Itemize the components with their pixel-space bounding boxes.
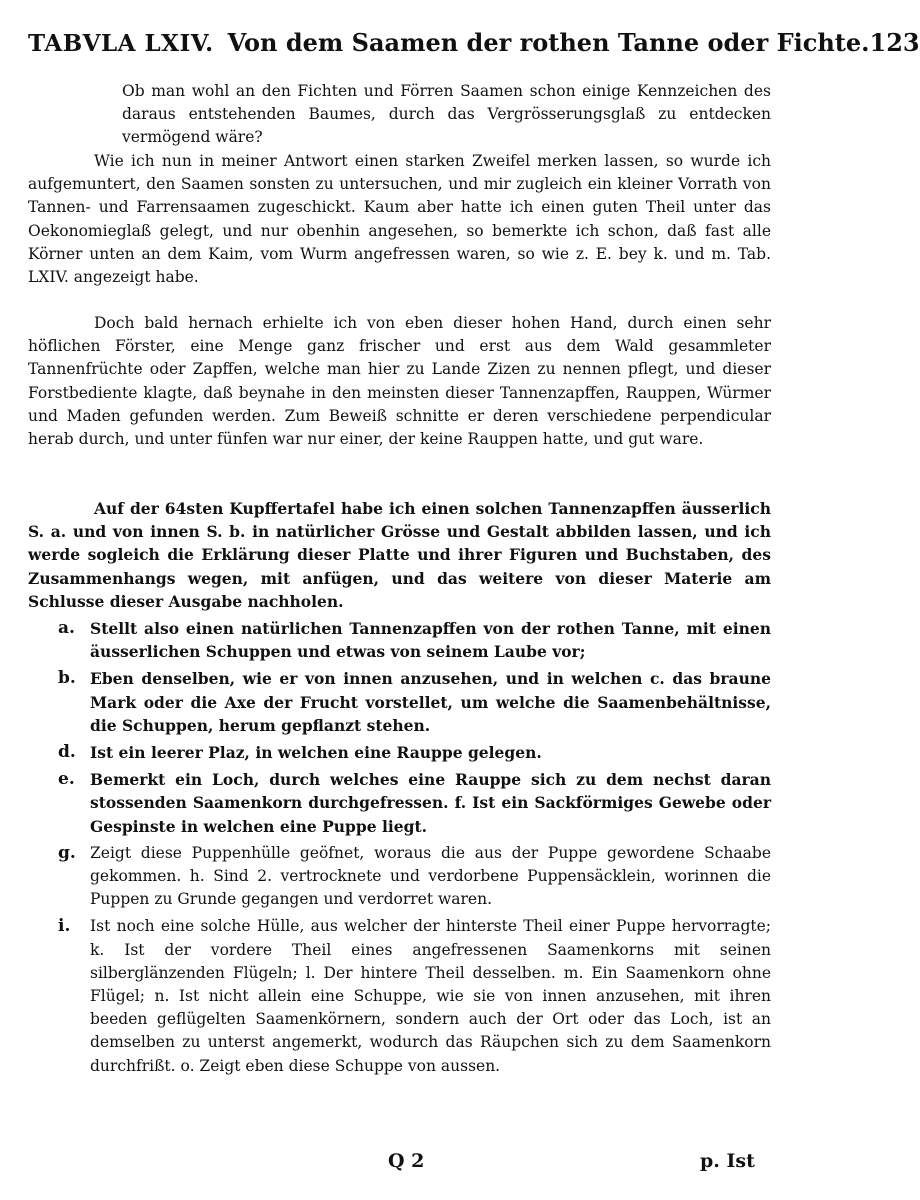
list-item-i (58, 915, 771, 1077)
item-key: e. (58, 769, 75, 790)
list-item-g (58, 842, 771, 912)
body-paragraph-2: Doch bald hernach erhielte ich von eben dieser hohen Hand, durch einen sehr höflichen Förster, eine Menge ganz frischer und erst aus dem Wald gesammleter Tannenfrüchte oder Zapffen, welche man hier zu Lande Zizen zu nennen pflegt, und dieser Forstbediente klagte, daß beynahe in den meinsten dieser Tannenzapffen, Rauppen, Würmer und Maden gefunden werden. Zum Beweiß schnitte er deren verschiedene perpendicular herab durch, und unter fünfen war nur einer, der keine Rauppen hatte, und gut ware. (28, 314, 771, 449)
page-number: 123 (869, 28, 920, 57)
body-paragraph-3: Auf der 64sten Kupffertafel habe ich einen solchen Tannenzapffen äusserlich S. a. und von innen S. b. in natürlicher Grösse und Gestalt abbilden lassen, und ich werde sogleich die Erklärung dieser Platte und ihrer Figuren und Buchstaben, des Zusammenhangs wegen, mit anfügen, und das weitere von dieser Materie am Schlusse dieser Ausgabe nachholen. (28, 499, 771, 611)
item-text: Ist noch eine solche Hülle, aus welcher der hinterste Theil einer Puppe hervorragte; k. Ist der vordere Theil eines angefressenen Saamenkorns mit seinen silberglänzenden Flügeln; l. Der hintere Theil desselben. m. Ein Saamenkorn ohne Flügel; n. Ist nicht allein eine Schuppe, wie sie von innen anzusehen, mit ihren beeden geflügelten Saamenkörnern, sondern auch der Ort oder das Loch, ist an demselben zu unterst angemerkt, wodurch das Räupchen sich zu dem Saamenkorn durchfrißt. o. Zeigt eben diese Schuppe von aussen. (90, 917, 771, 1075)
item-text: Ist ein leerer Plaz, in welchen eine Rauppe gelegen. (90, 743, 542, 763)
list-item-b (58, 667, 771, 737)
item-text: Eben denselben, wie er von innen anzusehen, und in welchen c. das braune Mark oder die Axe der Frucht vorstellet, um welche die Saamenbehältnisse, die Schuppen, herum gepflanzt stehen. (90, 669, 771, 735)
item-key: a. (58, 618, 75, 638)
page-footer (0, 1150, 811, 1180)
item-text: Zeigt diese Puppenhülle geöfnet, woraus die aus der Puppe gewordene Schaabe gekommen. h. Sind 2. vertrocknete und verdorbene Puppensäcklein, worinnen die Puppen zu Grunde gegangen und verdorret waren. (90, 843, 771, 909)
catchword: p. Ist (700, 1150, 755, 1172)
item-text: Bemerkt ein Loch, durch welches eine Rauppe sich zu dem nechst daran stossenden Saamenkorn durchgefressen. f. Ist ein Sackförmiges Gewebe oder Gespinste in welchen eine Puppe liegt. (90, 770, 771, 836)
page-title: Von dem Saamen der rothen Tanne oder Fichte. (227, 28, 870, 57)
body-paragraph-1: Wie ich nun in meiner Antwort einen starken Zweifel merken lassen, so wurde ich aufgemuntert, den Saamen sonsten zu untersuchen, und mir zugleich ein kleiner Vorrath von Tannen- und Farrensaamen zugeschickt. Kaum aber hatte ich einen guten Theil unter das Oekonomieglaß gelegt, und nur obenhin angesehen, so bemerkte ich schon, daß fast alle Körner unten an dem Kaim, vom Wurm angefressen waren, so wie z. E. bey k. und m. Tab. LXIV. angezeigt habe. (28, 152, 771, 287)
signature-mark: Q 2 (388, 1150, 425, 1172)
item-key: g. (58, 842, 76, 863)
item-key: d. (58, 742, 76, 763)
item-key: b. (58, 668, 76, 689)
running-header (28, 28, 920, 74)
plate-explanation-list (58, 617, 771, 1082)
list-item-a (58, 617, 771, 663)
question-paragraph: Ob man wohl an den Fichten und Förren Saamen schon einige Kennzeichen des daraus entstehenden Baumes, durch das Vergrösserungsglaß zu entdecken vermögend wäre? (122, 82, 771, 147)
list-item-e (58, 768, 771, 838)
item-text: Stellt also einen natürlichen Tannenzapffen von der rothen Tanne, mit einen äusserlichen Schuppen und etwas von seinem Laube vor; (90, 619, 771, 662)
list-item-d (58, 741, 771, 764)
item-key: i. (58, 916, 71, 937)
plate-label: TABVLA LXIV. (28, 30, 214, 57)
